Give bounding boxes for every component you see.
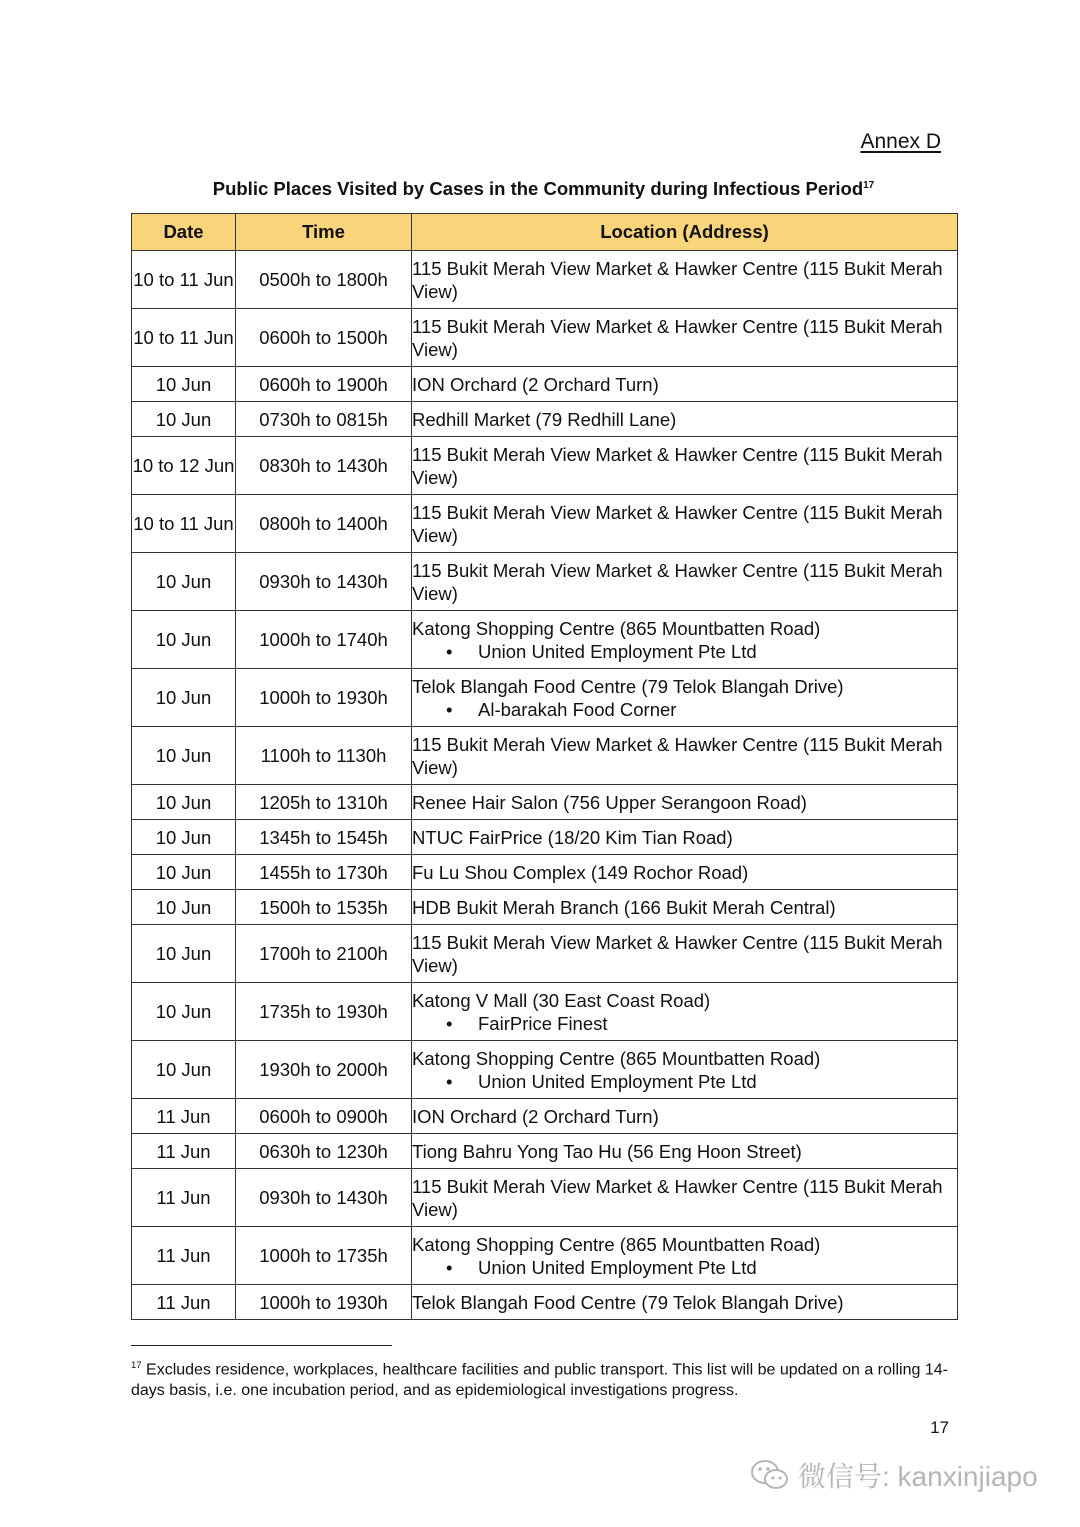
cell-location — [412, 1041, 958, 1099]
cell-date: 10 Jun — [132, 553, 236, 611]
location-sublist — [412, 640, 957, 663]
cell-location — [412, 1285, 958, 1320]
table-row — [132, 553, 958, 611]
cell-date: 11 Jun — [132, 1285, 236, 1320]
cell-date: 10 Jun — [132, 890, 236, 925]
cell-date: 10 Jun — [132, 855, 236, 890]
table-row — [132, 669, 958, 727]
table-row — [132, 1227, 958, 1285]
cell-date: 10 Jun — [132, 727, 236, 785]
table-row — [132, 495, 958, 553]
location-text: 115 Bukit Merah View Market & Hawker Centre (115 Bukit Merah View) — [412, 559, 943, 604]
cell-date: 10 to 11 Jun — [132, 251, 236, 309]
table-row — [132, 925, 958, 983]
location-text: HDB Bukit Merah Branch (166 Bukit Merah Central) — [412, 896, 836, 918]
cell-time: 1500h to 1535h — [236, 890, 412, 925]
table-row — [132, 437, 958, 495]
table-row — [132, 611, 958, 669]
cell-time: 0600h to 1900h — [236, 367, 412, 402]
table-row — [132, 785, 958, 820]
location-sublist — [412, 1070, 957, 1093]
location-text: Renee Hair Salon (756 Upper Serangoon Road) — [412, 791, 807, 813]
cell-time: 0930h to 1430h — [236, 1169, 412, 1227]
cell-location — [412, 402, 958, 437]
location-text: Telok Blangah Food Centre (79 Telok Blangah Drive) — [412, 1291, 844, 1313]
cell-date: 10 Jun — [132, 1041, 236, 1099]
cell-date: 10 Jun — [132, 669, 236, 727]
location-text: Katong Shopping Centre (865 Mountbatten Road) — [412, 1233, 821, 1255]
cell-location — [412, 309, 958, 367]
cell-location — [412, 495, 958, 553]
table-row — [132, 855, 958, 890]
title-text: Public Places Visited by Cases in the Community during Infectious Period — [212, 178, 864, 199]
cell-date: 10 to 11 Jun — [132, 495, 236, 553]
cell-time: 1000h to 1735h — [236, 1227, 412, 1285]
cell-date: 10 Jun — [132, 983, 236, 1041]
cell-time: 1345h to 1545h — [236, 820, 412, 855]
location-text: ION Orchard (2 Orchard Turn) — [412, 1105, 659, 1127]
header-date: Date — [132, 214, 236, 251]
watermark — [750, 1455, 1038, 1495]
cell-location — [412, 983, 958, 1041]
footnote-text: Excludes residence, workplaces, healthcare facilities and public transport. This list will be updated on a rolling 14-days basis, i.e. one incubation period, and as epidemiological investigations progress. — [131, 1361, 948, 1400]
table-row — [132, 1169, 958, 1227]
table-row — [132, 1041, 958, 1099]
cell-location — [412, 1169, 958, 1227]
footnote-divider — [131, 1345, 392, 1346]
cell-time: 0600h to 1500h — [236, 309, 412, 367]
cell-location — [412, 1099, 958, 1134]
location-text: Katong V Mall (30 East Coast Road) — [412, 989, 711, 1011]
cell-time: 1930h to 2000h — [236, 1041, 412, 1099]
cell-date: 10 Jun — [132, 367, 236, 402]
header-location: Location (Address) — [412, 214, 958, 251]
title-footnote-ref: 17 — [863, 179, 875, 191]
location-text: Redhill Market (79 Redhill Lane) — [412, 408, 677, 430]
cell-date: 11 Jun — [132, 1169, 236, 1227]
location-text: 115 Bukit Merah View Market & Hawker Centre (115 Bukit Merah View) — [412, 443, 943, 488]
cell-date: 10 Jun — [132, 925, 236, 983]
cell-date: 11 Jun — [132, 1099, 236, 1134]
cell-date: 10 Jun — [132, 820, 236, 855]
cell-time: 0500h to 1800h — [236, 251, 412, 309]
cell-time: 0800h to 1400h — [236, 495, 412, 553]
cell-time: 1455h to 1730h — [236, 855, 412, 890]
cell-location — [412, 820, 958, 855]
location-text: Tiong Bahru Yong Tao Hu (56 Eng Hoon Street) — [412, 1140, 802, 1162]
cell-location — [412, 553, 958, 611]
location-subitem: • FairPrice Finest — [478, 1012, 957, 1035]
location-text: 115 Bukit Merah View Market & Hawker Centre (115 Bukit Merah View) — [412, 733, 943, 778]
table-row — [132, 983, 958, 1041]
cell-time: 1000h to 1740h — [236, 611, 412, 669]
location-sublist — [412, 698, 957, 721]
annex-label: Annex D — [860, 130, 941, 153]
cell-time: 1000h to 1930h — [236, 1285, 412, 1320]
cell-time: 1735h to 1930h — [236, 983, 412, 1041]
cell-time: 1000h to 1930h — [236, 669, 412, 727]
cell-time: 0830h to 1430h — [236, 437, 412, 495]
location-text: ION Orchard (2 Orchard Turn) — [412, 373, 659, 395]
cell-location — [412, 437, 958, 495]
cell-location — [412, 890, 958, 925]
location-sublist — [412, 1256, 957, 1279]
header-time: Time — [236, 214, 412, 251]
cell-location — [412, 925, 958, 983]
cell-location — [412, 669, 958, 727]
location-text: 115 Bukit Merah View Market & Hawker Centre (115 Bukit Merah View) — [412, 1175, 943, 1220]
cell-time: 1100h to 1130h — [236, 727, 412, 785]
table-row — [132, 309, 958, 367]
cell-time: 0600h to 0900h — [236, 1099, 412, 1134]
wechat-icon — [750, 1458, 790, 1492]
page-number: 17 — [930, 1418, 949, 1437]
footnote-marker: 17 — [131, 1360, 142, 1371]
table-row — [132, 727, 958, 785]
table-header-row — [132, 214, 958, 251]
cell-date: 10 to 12 Jun — [132, 437, 236, 495]
cell-time: 0930h to 1430h — [236, 553, 412, 611]
location-subitem: • Union United Employment Pte Ltd — [478, 1070, 957, 1093]
footnote — [131, 1355, 957, 1401]
table-row — [132, 367, 958, 402]
cell-location — [412, 1134, 958, 1169]
table-row — [132, 1285, 958, 1320]
cell-location — [412, 367, 958, 402]
table-body — [132, 251, 958, 1320]
location-text: Fu Lu Shou Complex (149 Rochor Road) — [412, 861, 749, 883]
cell-location — [412, 727, 958, 785]
location-text: NTUC FairPrice (18/20 Kim Tian Road) — [412, 826, 733, 848]
location-text: Katong Shopping Centre (865 Mountbatten Road) — [412, 1047, 821, 1069]
table-row — [132, 1099, 958, 1134]
cell-date: 11 Jun — [132, 1227, 236, 1285]
cell-time: 1700h to 2100h — [236, 925, 412, 983]
table-row — [132, 820, 958, 855]
location-subitem: • Al-barakah Food Corner — [478, 698, 957, 721]
table-row — [132, 402, 958, 437]
location-sublist — [412, 1012, 957, 1035]
cell-date: 10 Jun — [132, 611, 236, 669]
location-text: 115 Bukit Merah View Market & Hawker Centre (115 Bukit Merah View) — [412, 931, 943, 976]
location-text: 115 Bukit Merah View Market & Hawker Centre (115 Bukit Merah View) — [412, 501, 943, 546]
cell-time: 0730h to 0815h — [236, 402, 412, 437]
location-subitem: • Union United Employment Pte Ltd — [478, 640, 957, 663]
places-table — [131, 213, 958, 1320]
cell-location — [412, 1227, 958, 1285]
table-row — [132, 890, 958, 925]
cell-location — [412, 251, 958, 309]
cell-location — [412, 785, 958, 820]
location-text: 115 Bukit Merah View Market & Hawker Centre (115 Bukit Merah View) — [412, 315, 943, 360]
cell-date: 11 Jun — [132, 1134, 236, 1169]
cell-date: 10 to 11 Jun — [132, 309, 236, 367]
location-text: Katong Shopping Centre (865 Mountbatten Road) — [412, 617, 821, 639]
location-text: 115 Bukit Merah View Market & Hawker Centre (115 Bukit Merah View) — [412, 257, 943, 302]
watermark-text: 微信号: kanxinjiapo — [798, 1461, 1038, 1492]
cell-time: 0630h to 1230h — [236, 1134, 412, 1169]
cell-time: 1205h to 1310h — [236, 785, 412, 820]
page-title — [131, 178, 956, 200]
table-row — [132, 1134, 958, 1169]
location-subitem: • Union United Employment Pte Ltd — [478, 1256, 957, 1279]
cell-date: 10 Jun — [132, 785, 236, 820]
table-row — [132, 251, 958, 309]
cell-date: 10 Jun — [132, 402, 236, 437]
cell-location — [412, 611, 958, 669]
cell-location — [412, 855, 958, 890]
location-text: Telok Blangah Food Centre (79 Telok Blangah Drive) — [412, 675, 844, 697]
